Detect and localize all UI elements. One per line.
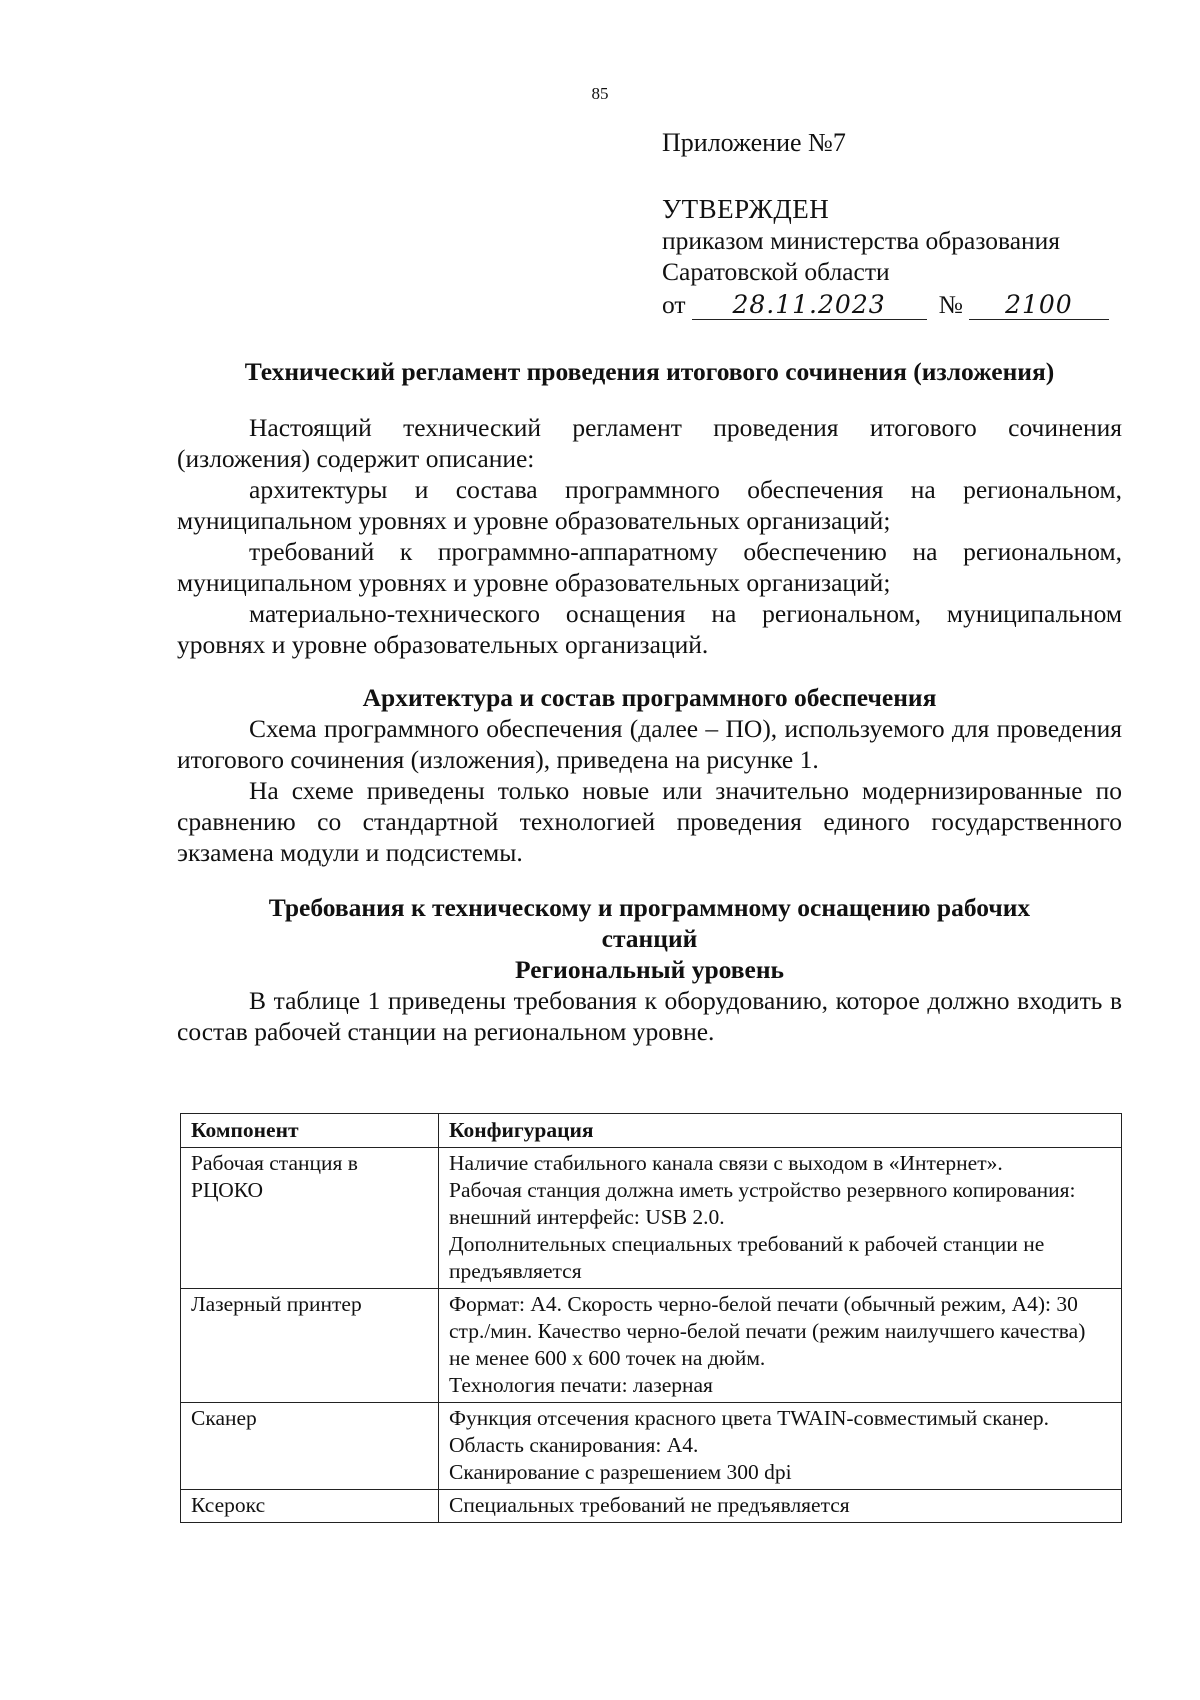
section-requirements-title-line-2: станций <box>601 924 698 953</box>
table-cell-configuration <box>439 1403 1122 1490</box>
main-content <box>177 356 1122 1047</box>
config-line: Технология печати: лазерная <box>449 1373 713 1397</box>
appendix-label: Приложение №7 <box>662 128 846 157</box>
table-row <box>181 1490 1122 1523</box>
table-cell-component: Ксерокс <box>181 1490 439 1523</box>
config-line: Рабочая станция должна иметь устройство резервного копирования: внешний интерфейс: USB 2.0. <box>449 1178 1076 1229</box>
section-architecture-paragraph-2: На схеме приведены только новые или значительно модернизированные по сравнению со стандартной технологией проведения единого государственного экзамена модули и подсистемы. <box>177 776 1122 867</box>
section-regional-subtitle: Региональный уровень <box>514 955 785 984</box>
config-line: Специальных требований не предъявляется <box>449 1493 850 1517</box>
order-date-number-row <box>662 289 1122 320</box>
config-line: Дополнительных специальных требований к рабочей станции не предъявляется <box>449 1232 1045 1283</box>
date-prefix: от <box>662 290 686 319</box>
table-cell-configuration <box>439 1289 1122 1403</box>
intro-paragraph: Настоящий технический регламент проведения итогового сочинения (изложения) содержит описание: <box>177 413 1122 473</box>
table-header-component: Компонент <box>181 1114 439 1148</box>
intro-item-requirements: требований к программно-аппаратному обеспечению на региональном, муниципальном уровнях и уровне образовательных организаций; <box>177 537 1122 597</box>
table-cell-component: Сканер <box>181 1403 439 1490</box>
table-row <box>181 1148 1122 1289</box>
table-cell-component: Рабочая станция в РЦОКО <box>181 1148 439 1289</box>
approved-label: УТВЕРЖДЕН <box>662 194 830 224</box>
intro-item-equipment: материально-технического оснащения на региональном, муниципальном уровнях и уровне образовательных организаций. <box>177 599 1122 659</box>
document-title: Технический регламент проведения итогового сочинения (изложения) <box>244 357 1055 386</box>
order-number-handwritten: 2100 <box>969 291 1109 320</box>
section-architecture-title: Архитектура и состав программного обеспечения <box>362 683 937 712</box>
order-line-1: приказом министерства образования <box>662 226 1061 255</box>
config-line: Наличие стабильного канала связи с выходом в «Интернет». <box>449 1151 1003 1175</box>
order-date-handwritten: 28.11.2023 <box>692 291 927 320</box>
section-requirements-paragraph: В таблице 1 приведены требования к оборудованию, которое должно входить в состав рабочей станции на региональном уровне. <box>177 986 1122 1046</box>
order-line-2: Саратовской области <box>662 257 890 286</box>
table-row <box>181 1289 1122 1403</box>
section-architecture-paragraph-1: Схема программного обеспечения (далее – ПО), используемого для проведения итогового сочинения (изложения), приведена на рисунке 1. <box>177 714 1122 774</box>
table-cell-component: Лазерный принтер <box>181 1289 439 1403</box>
page-number: 85 <box>591 84 609 103</box>
table-cell-configuration <box>439 1490 1122 1523</box>
table-cell-configuration <box>439 1148 1122 1289</box>
section-requirements-title-line-1: Требования к техническому и программному оснащению рабочих <box>268 893 1031 922</box>
table-header-row <box>181 1114 1122 1148</box>
approval-block <box>662 127 1122 320</box>
number-prefix: № <box>938 290 963 319</box>
table-header-configuration: Конфигурация <box>439 1114 1122 1148</box>
config-line: Функция отсечения красного цвета TWAIN-совместимый сканер. Область сканирования: А4. <box>449 1406 1050 1457</box>
table-row <box>181 1403 1122 1490</box>
intro-item-architecture: архитектуры и состава программного обеспечения на региональном, муниципальном уровнях и уровне образовательных организаций; <box>177 475 1122 535</box>
requirements-table <box>180 1113 1122 1523</box>
config-line: Сканирование с разрешением 300 dpi <box>449 1460 792 1484</box>
config-line: Формат: А4. Скорость черно-белой печати (обычный режим, А4): 30 стр./мин. Качество черно-белой печати (режим наилучшего качества) не менее 600 х 600 точек на дюйм. <box>449 1292 1086 1370</box>
